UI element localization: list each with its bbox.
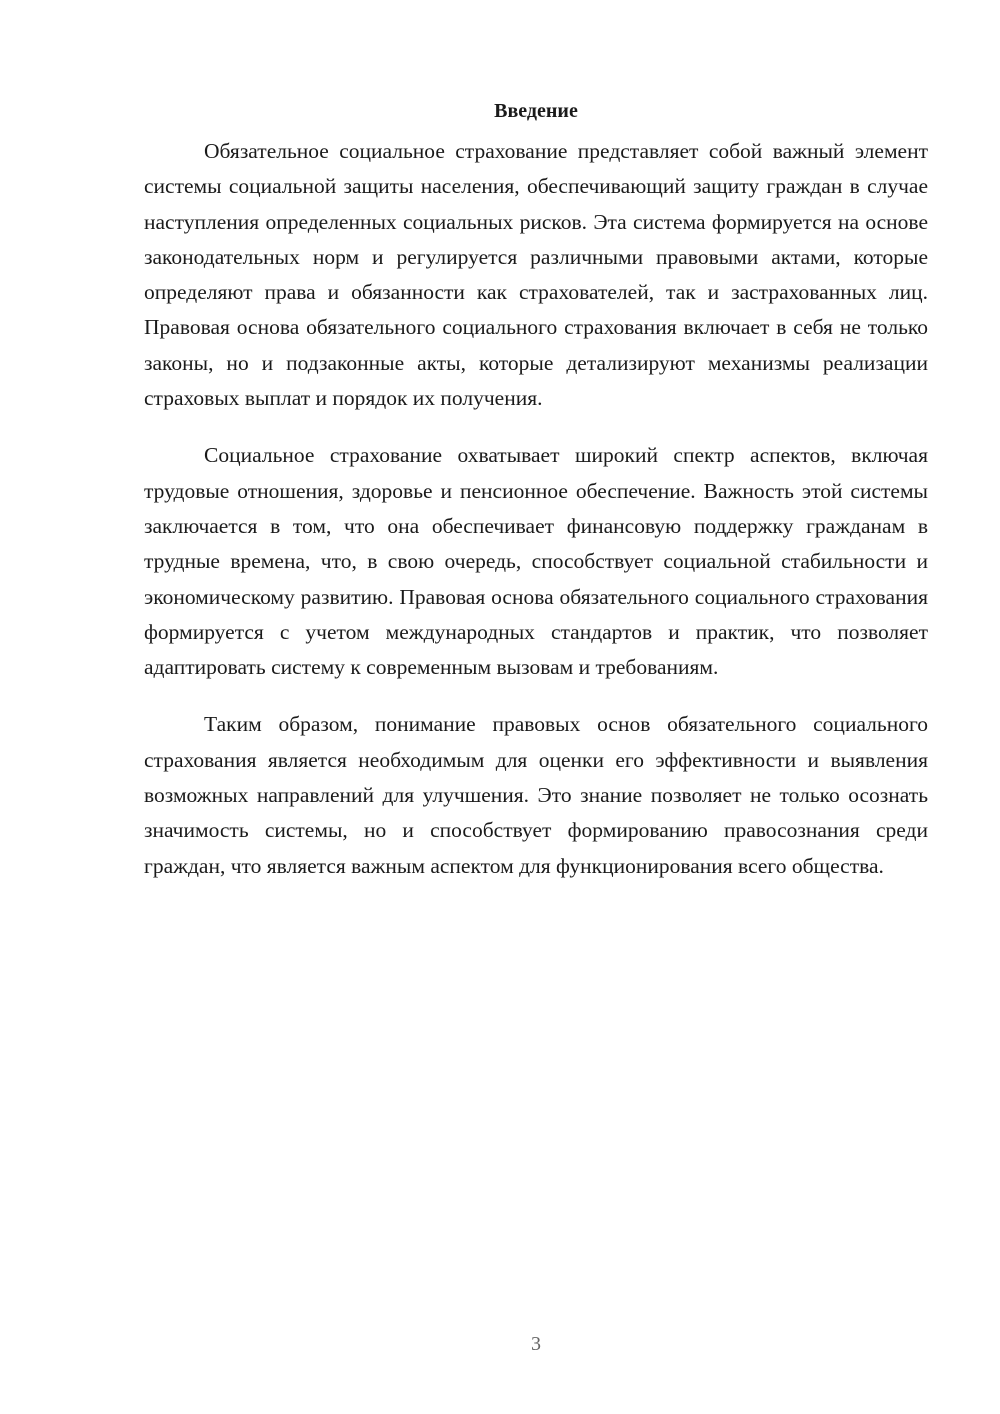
page-title: Введение (494, 100, 578, 122)
page-number: 3 (531, 1333, 541, 1355)
paragraph-1: Обязательное социальное страхование представляет собой важный элемент системы социальной защиты населения, обеспечивающий защиту граждан в случае наступления определенных социальных рисков. Эта система формируется на основе законодательных норм и регулируется различными правовыми актами, которые определяют права и обязанности как страхователей, так и застрахованных лиц. Правовая основа обязательного социального страхования включает в себя не только законы, но и подзаконные акты, которые детализируют механизмы реализации страховых выплат и порядок их получения. (144, 139, 928, 411)
page-content (144, 96, 928, 906)
paragraph-2: Социальное страхование охватывает широкий спектр аспектов, включая трудовые отношения, здоровье и пенсионное обеспечение. Важность этой системы заключается в том, что она обеспечивает финансовую поддержку гражданам в трудные времена, что, в свою очередь, способствует социальной стабильности и экономическому развитию. Правовая основа обязательного социального страхования формируется с учетом международных стандартов и практик, что позволяет адаптировать систему к современным вызовам и требованиям. (144, 443, 928, 680)
paragraph-3: Таким образом, понимание правовых основ обязательного социального страхования является необходимым для оценки его эффективности и выявления возможных направлений для улучшения. Это знание позволяет не только осознать значимость системы, но и способствует формированию правосознания среди граждан, что является важным аспектом для функционирования всего общества. (144, 712, 928, 878)
